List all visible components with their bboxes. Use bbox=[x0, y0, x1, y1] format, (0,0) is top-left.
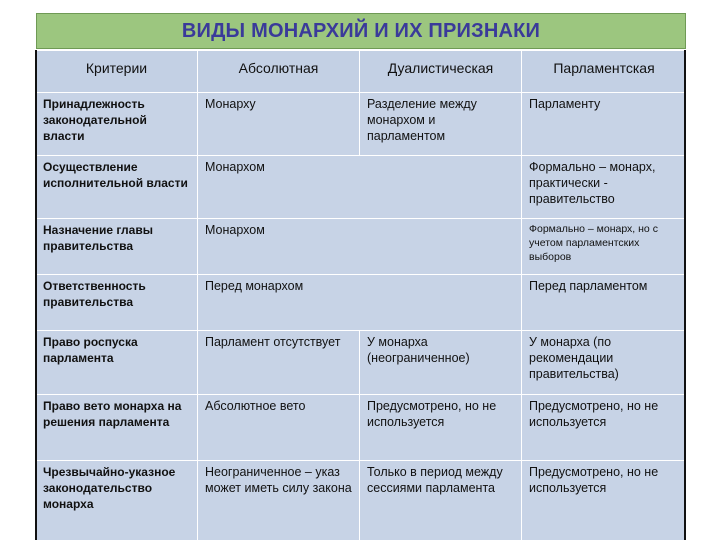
title-bar bbox=[36, 13, 686, 49]
absolute-cell: Парламент отсутствует bbox=[198, 331, 360, 395]
criterion-cell: Принадлежность законодательной власти bbox=[36, 93, 198, 156]
criterion-cell: Право роспуска парламента bbox=[36, 331, 198, 395]
dualistic-cell: Предусмотрено, но не используется bbox=[360, 395, 522, 461]
header-dualistic: Дуалистическая bbox=[360, 51, 522, 93]
table-row bbox=[36, 275, 687, 331]
header-absolute: Абсолютная bbox=[198, 51, 360, 93]
parliamentary-cell: Формально – монарх, но с учетом парламентских выборов bbox=[522, 219, 687, 275]
parliamentary-cell: Парламенту bbox=[522, 93, 687, 156]
absolute-cell: Абсолютное вето bbox=[198, 395, 360, 461]
parliamentary-cell: Предусмотрено, но не используется bbox=[522, 395, 687, 461]
table-row bbox=[36, 395, 687, 461]
absolute-dualistic-cell: Монархом bbox=[198, 219, 522, 275]
page-title: ВИДЫ МОНАРХИЙ И ИХ ПРИЗНАКИ bbox=[181, 19, 541, 42]
table-row bbox=[36, 461, 687, 541]
dualistic-cell: У монарха (неограниченное) bbox=[360, 331, 522, 395]
header-parliamentary: Парламентская bbox=[522, 51, 687, 93]
table-row bbox=[36, 156, 687, 219]
left-border-line bbox=[35, 50, 37, 540]
table-row bbox=[36, 219, 687, 275]
table-row bbox=[36, 93, 687, 156]
parliamentary-cell: У монарха (по рекомендации правительства) bbox=[522, 331, 687, 395]
header-criteria: Критерии bbox=[36, 51, 198, 93]
absolute-dualistic-cell: Перед монархом bbox=[198, 275, 522, 331]
parliamentary-cell: Формально – монарх, практически - правительство bbox=[522, 156, 687, 219]
parliamentary-cell: Перед парламентом bbox=[522, 275, 687, 331]
absolute-cell: Монарху bbox=[198, 93, 360, 156]
monarchy-table bbox=[35, 50, 687, 541]
dualistic-cell: Только в период между сессиями парламента bbox=[360, 461, 522, 541]
absolute-dualistic-cell: Монархом bbox=[198, 156, 522, 219]
dualistic-cell: Разделение между монархом и парламентом bbox=[360, 93, 522, 156]
criterion-cell: Осуществление исполнительной власти bbox=[36, 156, 198, 219]
criterion-cell: Назначение главы правительства bbox=[36, 219, 198, 275]
criterion-cell: Чрезвычайно-указное законодательство монарха bbox=[36, 461, 198, 541]
table-row bbox=[36, 331, 687, 395]
parliamentary-cell: Предусмотрено, но не используется bbox=[522, 461, 687, 541]
header-row bbox=[36, 51, 687, 93]
criterion-cell: Ответственность правительства bbox=[36, 275, 198, 331]
criterion-cell: Право вето монарха на решения парламента bbox=[36, 395, 198, 461]
right-border-line bbox=[684, 50, 686, 540]
absolute-cell: Неограниченное – указ может иметь силу закона bbox=[198, 461, 360, 541]
